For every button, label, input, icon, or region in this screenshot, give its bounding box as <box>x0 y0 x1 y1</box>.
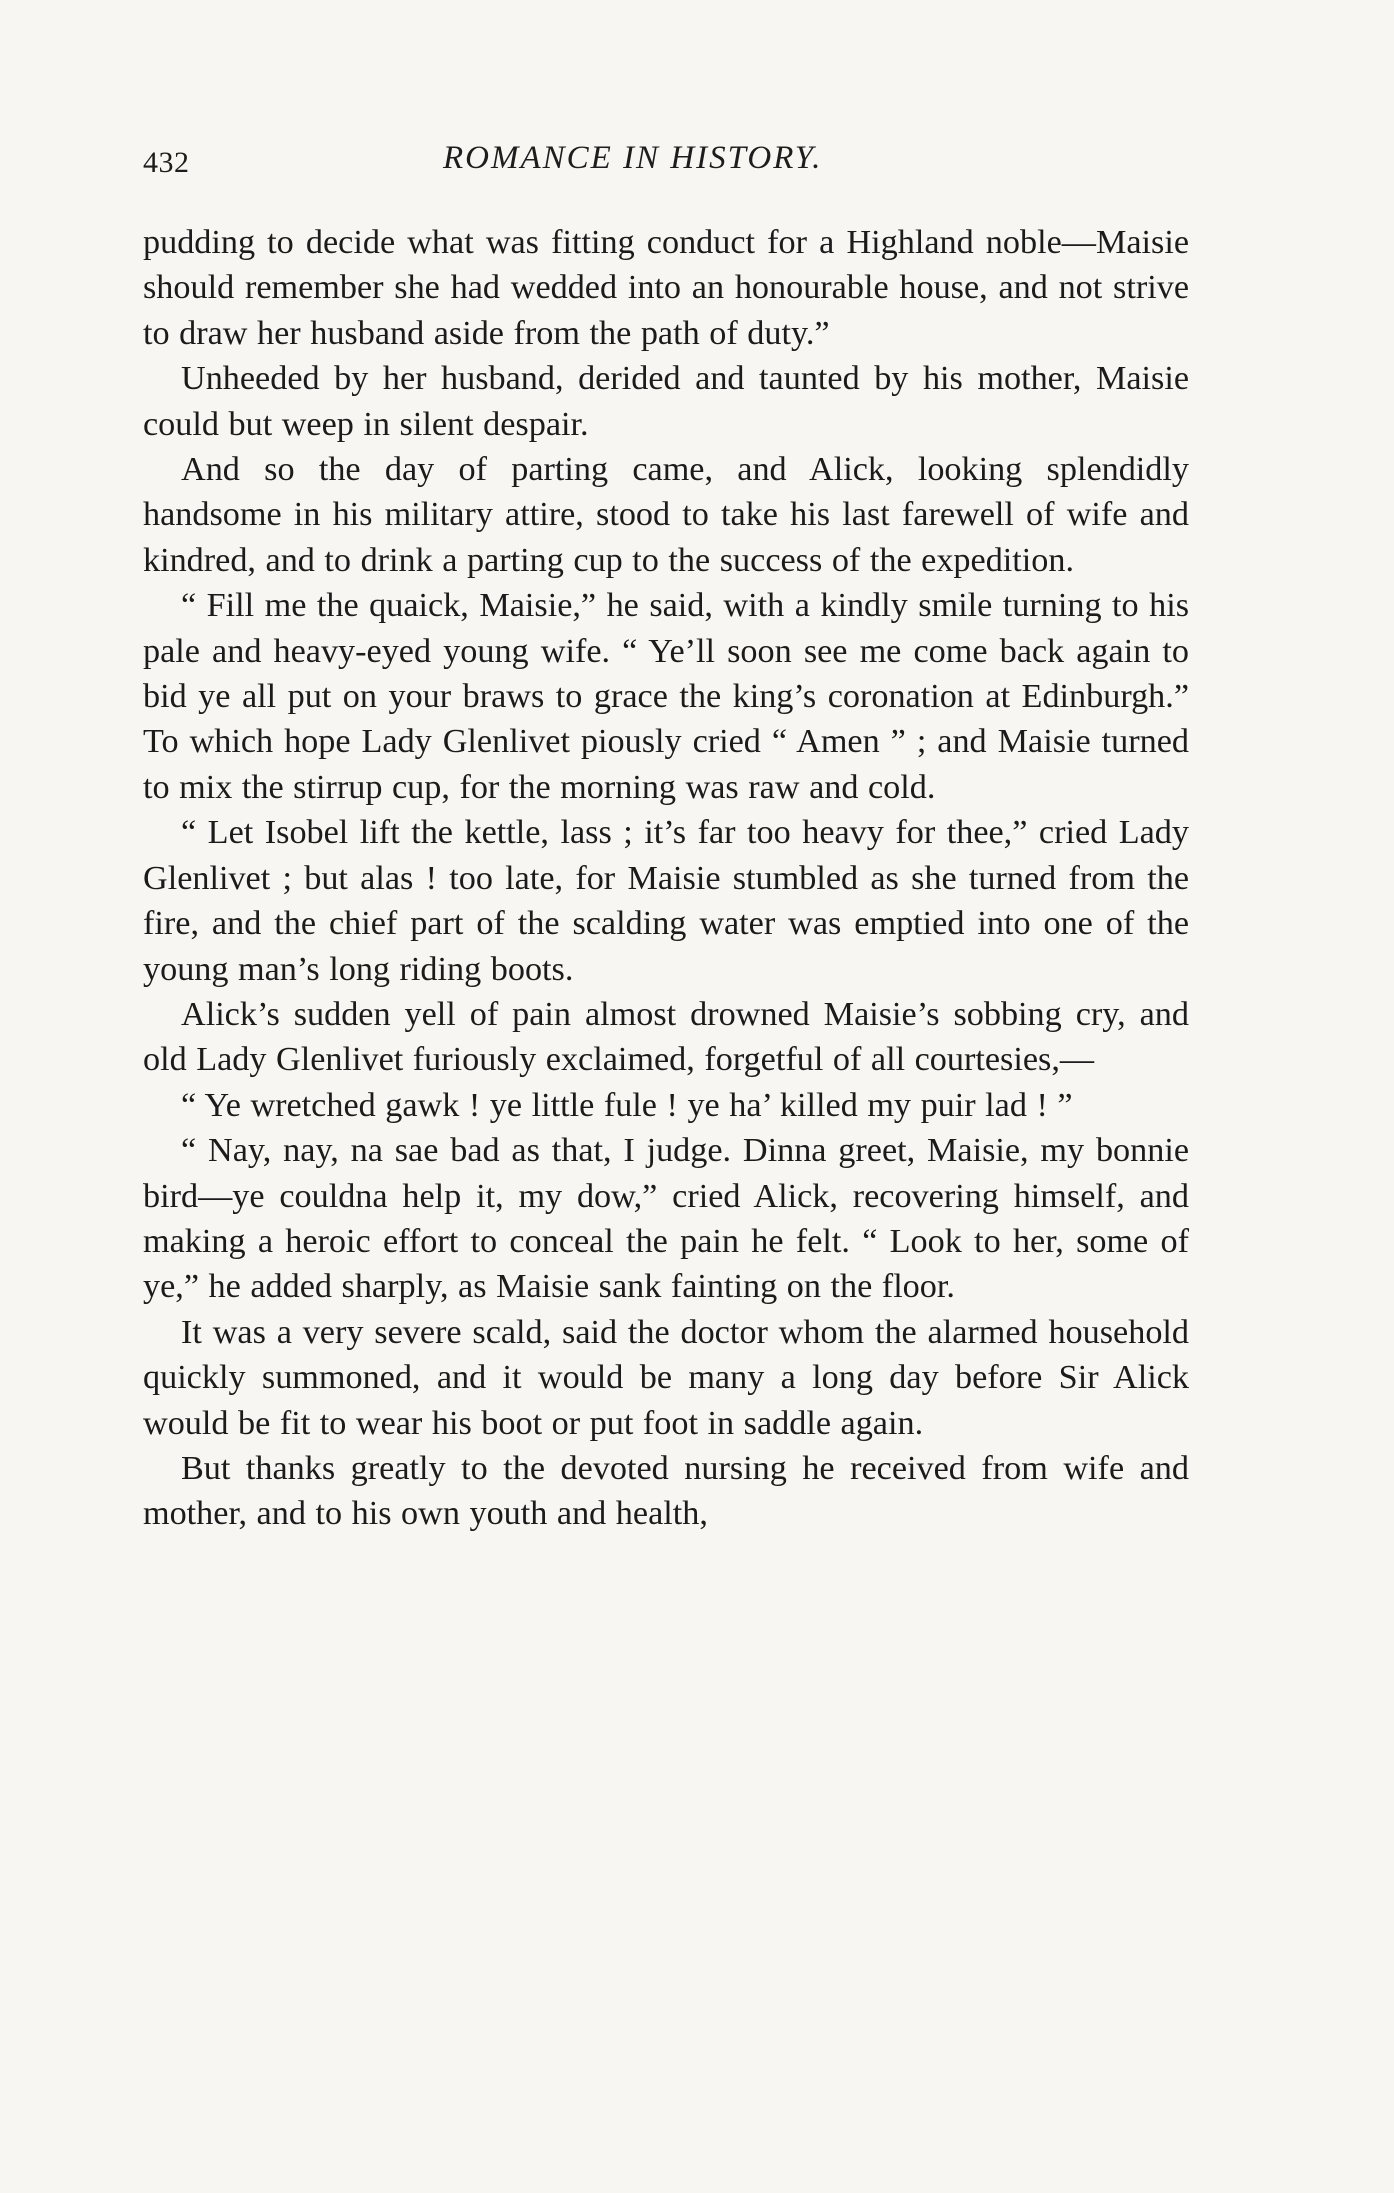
paragraph: Unheeded by her husband, derided and taunted by his mother, Maisie could but weep in silent despair. <box>143 360 1189 443</box>
paragraph: “ Let Isobel lift the kettle, lass ; it’s far too heavy for thee,” cried Lady Glenlivet ; but alas ! too late, for Maisie stumbled as she turned from the fire, and the chief part of the scalding water was emptied into one of the young man’s long riding boots. <box>143 814 1189 988</box>
paragraph: “ Nay, nay, na sae bad as that, I judge. Dinna greet, Maisie, my bonnie bird—ye couldna help it, my dow,” cried Alick, recovering himself, and making a heroic effort to conceal the pain he felt. “ Look to her, some of ye,” he added sharply, as Maisie sank fainting on the floor. <box>143 1132 1189 1306</box>
paragraph: Alick’s sudden yell of pain almost drowned Maisie’s sobbing cry, and old Lady Glenlivet furiously exclaimed, forgetful of all courtesies,— <box>143 995 1189 1079</box>
paragraph: But thanks greatly to the devoted nursing he received from wife and mother, and to his own youth and health, <box>143 1449 1189 1533</box>
paragraph: pudding to decide what was fitting conduct for a Highland noble—Maisie should remember she had wedded into an honourable house, and not strive to draw her husband aside from the path of duty.” <box>143 224 1189 352</box>
body-text <box>143 220 1189 1537</box>
paragraph: “ Fill me the quaick, Maisie,” he said, with a kindly smile turning to his pale and heavy-eyed young wife. “ Ye’ll soon see me come back again to bid ye all put on your braws to grace the king’s coronation at Edinburgh.” To which hope Lady Glenlivet piously cried “ Amen ” ; and Maisie turned to mix the stirrup cup, for the morning was raw and cold. <box>143 587 1189 806</box>
paragraph: “ Ye wretched gawk ! ye little fule ! ye ha’ killed my puir lad ! ” <box>181 1086 1073 1124</box>
paragraph: It was a very severe scald, said the doctor whom the alarmed household quickly summoned, and it would be many a long day before Sir Alick would be fit to wear his boot or put foot in saddle again. <box>143 1313 1189 1442</box>
paragraph: And so the day of parting came, and Alick, looking splendidly handsome in his military attire, stood to take his last farewell of wife and kindred, and to drink a parting cup to the success of the expedition. <box>143 451 1189 579</box>
page-header <box>143 140 1193 190</box>
page-number: 432 <box>143 146 190 179</box>
running-title: ROMANCE IN HISTORY. <box>443 140 823 176</box>
